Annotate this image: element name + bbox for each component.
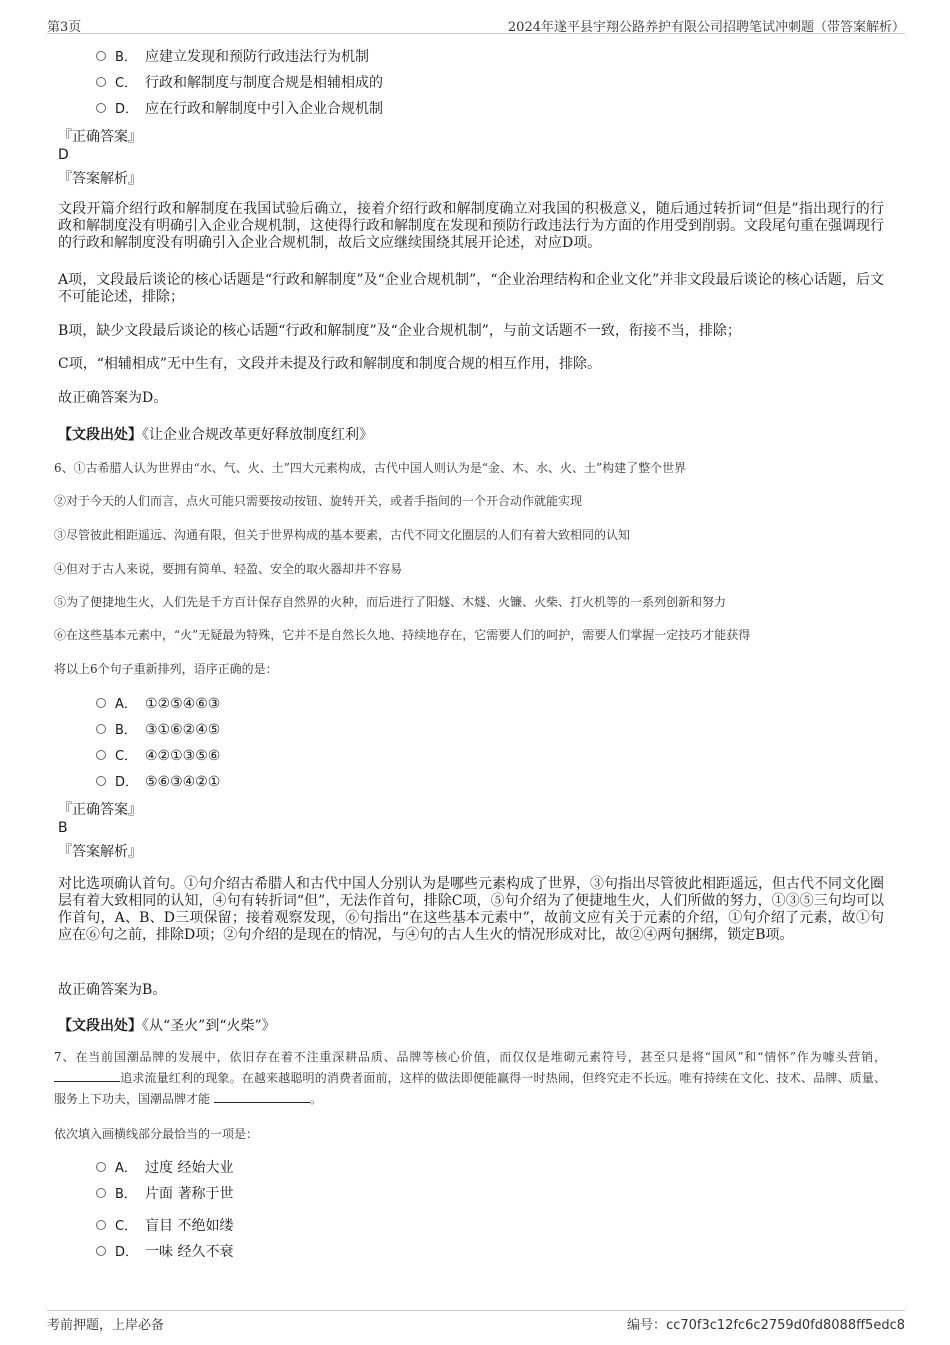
radio-button-icon[interactable] — [96, 1246, 106, 1256]
q7-option-c[interactable] — [96, 1216, 233, 1236]
option-letter: A． — [115, 1161, 137, 1176]
option-letter: A． — [115, 697, 137, 712]
option-text: ①②⑤④⑥③ — [145, 696, 221, 712]
q5-analysis-paragraph: C项，“相辅相成”无中生有，文段并未提及行政和解制度和制度合规的相互作用，排除。 — [58, 356, 602, 372]
q6-option-c[interactable] — [96, 746, 220, 766]
option-letter: C． — [115, 76, 138, 91]
q6-sentence: 6、①古希腊人认为世界由“水、气、火、土”四大元素构成，古代中国人则认为是“金、木、水、火、土”构建了整个世界 — [54, 461, 687, 475]
source-title: 《让企业合规改革更好释放制度红利》 — [142, 427, 373, 443]
option-text: ③①⑥②④⑤ — [145, 722, 221, 738]
q6-analysis-conclusion: 故正确答案为B。 — [58, 982, 167, 998]
source-label: 【文段出处】 — [58, 1018, 142, 1034]
option-letter: B． — [115, 1187, 137, 1202]
q6-option-a[interactable] — [96, 694, 220, 714]
q5-option-d[interactable] — [96, 99, 383, 119]
option-letter: C． — [115, 1219, 138, 1234]
option-letter: B． — [115, 723, 137, 738]
footer-slogan: 考前押题，上岸必备 — [47, 1318, 165, 1333]
q6-option-b[interactable] — [96, 720, 220, 740]
option-letter: D． — [115, 775, 139, 790]
q7-stem-part: 追求流量红利的现象。在越来越聪明的消费者面前，这样的做法即便能赢得一时热闹，但终究走不长远。唯有持续在文化、技术、品牌、质量、服务上下功夫，国潮品牌才能 — [54, 1071, 886, 1106]
footer-code — [627, 1314, 905, 1333]
q5-analysis-paragraph: B项，缺少文段最后谈论的核心话题“行政和解制度”及“企业合规机制”，与前文话题不一致，衔接不当，排除； — [58, 323, 741, 339]
source-title: 《从“圣火”到“火柴”》 — [142, 1018, 276, 1034]
source-label: 【文段出处】 — [58, 427, 142, 443]
header-divider — [47, 33, 905, 34]
q7-option-d[interactable] — [96, 1242, 233, 1262]
radio-button-icon[interactable] — [96, 750, 106, 760]
q6-sentence: ④但对于古人来说，要拥有简单、轻盈、安全的取火器却并不容易 — [54, 562, 403, 576]
radio-button-icon[interactable] — [96, 103, 106, 113]
q5-option-c[interactable] — [96, 73, 383, 93]
q5-option-b[interactable] — [96, 47, 369, 67]
q6-sentence: ⑤为了便捷地生火，人们先是千方百计保存自然界的火种，而后进行了阳燧、木燧、火镰、火柴、打火机等的一系列创新和努力 — [54, 595, 727, 609]
option-text: 过度 经始大业 — [145, 1160, 234, 1176]
code-label: 编号： — [627, 1318, 667, 1333]
page-number: 第3页 — [47, 20, 82, 35]
option-text: 应在行政和解制度中引入企业合规机制 — [145, 101, 383, 117]
q6-sentence: ②对于今天的人们而言，点火可能只需要按动按钮、旋转开关，或者手指间的一个开合动作就能实现 — [54, 494, 583, 508]
option-text: ⑤⑥③④②① — [145, 774, 221, 790]
q5-analysis-paragraph: 文段开篇介绍行政和解制度在我国试验后确立，接着介绍行政和解制度确立对我国的积极意义，随后通过转折词“但是”指出现行的行政和解制度没有明确引入企业合规机制，这使得行政和解制度在发现和预防行政违法行为方面的作用受到削弱。文段尾句重在强调现行的行政和解制度没有明确引入企业合规机制，故后文应继续围绕其展开论述，对应D项。 — [58, 201, 884, 251]
q5-source — [58, 424, 373, 444]
q5-answer-label: 『正确答案』 — [58, 129, 142, 145]
q7-stem-end: 。 — [309, 1092, 322, 1106]
option-text: 盲目 不绝如缕 — [145, 1218, 234, 1234]
q7-prompt: 依次填入画横线部分最恰当的一项是： — [54, 1127, 259, 1141]
q6-answer-label: 『正确答案』 — [58, 802, 142, 818]
fill-blank-1[interactable] — [54, 1069, 120, 1082]
option-text: ④②①③⑤⑥ — [145, 748, 221, 764]
q5-analysis-paragraph: A项，文段最后谈论的核心话题是“行政和解制度”及“企业合规机制”，“企业治理结构和企业文化”并非文段最后谈论的核心话题，后文不可能论述，排除； — [58, 272, 884, 305]
q5-analysis-conclusion: 故正确答案为D。 — [58, 390, 168, 406]
q7-stem-part: 7、在当前国潮品牌的发展中，依旧存在着不注重深耕品质、品牌等核心价值，而仅仅是堆砌元素符号，甚至只是将“国风”和“情怀”作为噱头营销， — [54, 1050, 886, 1064]
q6-analysis-label: 『答案解析』 — [58, 844, 142, 860]
fill-blank-2[interactable] — [214, 1090, 310, 1103]
radio-button-icon[interactable] — [96, 698, 106, 708]
radio-button-icon[interactable] — [96, 724, 106, 734]
q7-stem — [54, 1047, 886, 1110]
q6-source — [58, 1015, 276, 1035]
radio-button-icon[interactable] — [96, 51, 106, 61]
option-letter: B． — [115, 50, 137, 65]
radio-button-icon[interactable] — [96, 1220, 106, 1230]
q6-option-d[interactable] — [96, 772, 220, 792]
document-title: 2024年遂平县宇翔公路养护有限公司招聘笔试冲刺题（带答案解析） — [507, 20, 905, 35]
radio-button-icon[interactable] — [96, 1162, 106, 1172]
option-text: 应建立发现和预防行政违法行为机制 — [145, 49, 369, 65]
q7-option-a[interactable] — [96, 1158, 233, 1178]
q6-answer: B — [58, 820, 68, 836]
option-letter: D． — [115, 102, 139, 117]
q6-analysis-paragraph: 对比选项确认首句。①句介绍古希腊人和古代中国人分别认为是哪些元素构成了世界，③句指出尽管彼此相距遥远，但古代不同文化圈层有着大致相同的认知，④句有转折词“但”，无法作首句，排除C项，⑤句介绍为了便捷地生火，人们所做的努力，①③⑤三句均可以作首句，A、B、D三项保留；接着观察发现，⑥句指出“在这些基本元素中”，故前文应有关于元素的介绍，①句介绍了元素，故①句应在⑥句之前，排除D项；②句介绍的是现在的情况，与④句的古人生火的情况形成对比，故②④两句捆绑，锁定B项。 — [58, 876, 884, 943]
q6-sentence: ⑥在这些基本元素中，“火”无疑最为特殊，它并不是自然长久地、持续地存在，它需要人们的呵护，需要人们掌握一定技巧才能获得 — [54, 628, 751, 642]
q6-prompt: 将以上6个句子重新排列，语序正确的是： — [54, 662, 278, 676]
option-text: 行政和解制度与制度合规是相辅相成的 — [145, 75, 383, 91]
q5-analysis-label: 『答案解析』 — [58, 171, 142, 187]
footer-divider — [47, 1310, 905, 1311]
q7-option-b[interactable] — [96, 1184, 233, 1204]
q5-answer: D — [58, 147, 69, 163]
q6-sentence: ③尽管彼此相距遥远、沟通有限，但关于世界构成的基本要素，古代不同文化圈层的人们有着大致相同的认知 — [54, 528, 631, 542]
option-letter: C． — [115, 749, 138, 764]
radio-button-icon[interactable] — [96, 77, 106, 87]
option-text: 一味 经久不衰 — [145, 1244, 234, 1260]
radio-button-icon[interactable] — [96, 776, 106, 786]
code-value: cc70f3c12fc6c2759d0fd8088ff5edc8 — [666, 1318, 905, 1333]
option-letter: D． — [115, 1245, 139, 1260]
option-text: 片面 著称于世 — [145, 1186, 234, 1202]
radio-button-icon[interactable] — [96, 1188, 106, 1198]
